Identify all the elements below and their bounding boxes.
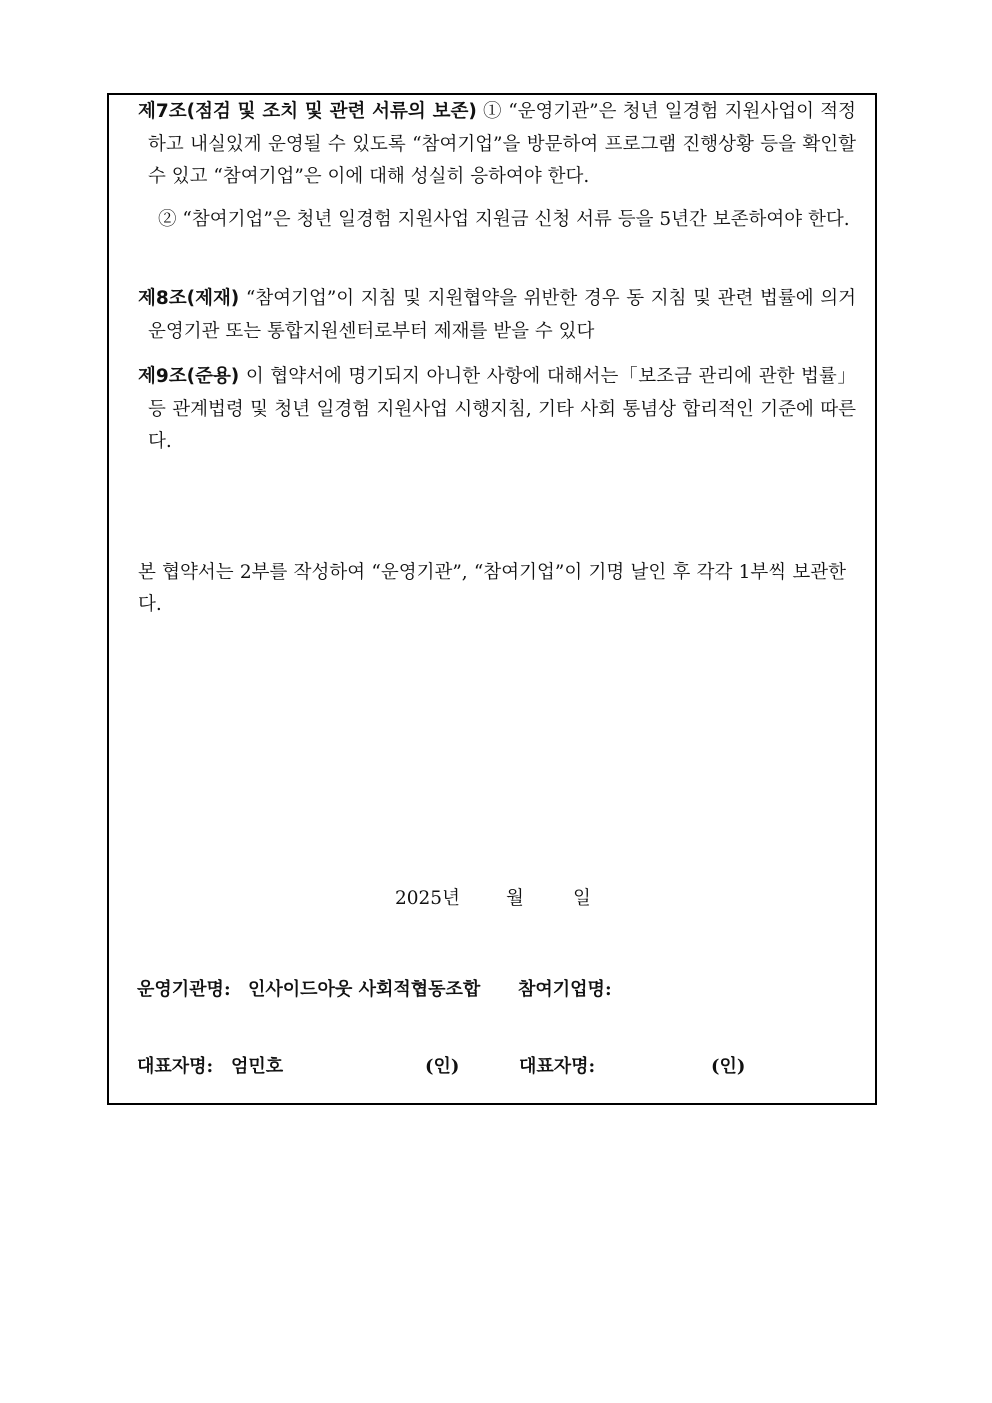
closing-statement: 본 협약서는 2부를 작성하여 “운영기관”, “참여기업”이 기명 날인 후 각각 1부씩 보관한다. [138,562,846,615]
article-9-text: 이 협약서에 명기되지 아니한 사항에 대해서는「보조금 관리에 관한 법률」등 관계법령 및 청년 일경험 지원사업 시행지침, 기타 사회 통념상 합리적인 기준에 따른다. [148,366,856,452]
article-8-heading: 제8조(제재) [138,288,240,309]
date-month: 월 [506,888,524,909]
article-9-heading: 제9조(준용) [138,366,240,387]
seal-mark-right: (인) [711,1056,746,1077]
article-7-heading: 제7조(점검 및 조치 및 관련 서류의 보존) [138,101,477,122]
seal-mark-left: (인) [425,1056,460,1077]
signing-date [0,884,992,912]
date-day: 일 [573,888,591,909]
rep-name-left: 엄민호 [231,1056,284,1077]
article-9 [138,361,856,459]
company-label: 참여기업명: [518,979,612,1000]
article-8 [138,283,856,348]
rep-label-right: 대표자명: [519,1056,596,1077]
article-7 [138,96,856,194]
article-7-text: ① “운영기관”은 청년 일경험 지원사업이 적정하고 내실있게 운영될 수 있도록 “참여기업”을 방문하여 프로그램 진행상황 등을 확인할 수 있고 “참여기업”은 이에 대해 성실히 응하여야 한다. [148,101,856,187]
rep-label-left: 대표자명: [137,1056,214,1077]
article-8-text: “참여기업”이 지침 및 지원협약을 위반한 경우 동 지침 및 관련 법률에 의거 운영기관 또는 통합지원센터로부터 제재를 받을 수 있다 [148,288,856,342]
article-7-clause-2: ② “참여기업”은 청년 일경험 지원사업 지원금 신청 서류 등을 5년간 보존하여야 한다. [158,209,850,230]
date-year: 2025년 [395,888,460,909]
operator-label: 운영기관명: [137,979,231,1000]
operator-name: 인사이드아웃 사회적협동조합 [248,979,481,1000]
